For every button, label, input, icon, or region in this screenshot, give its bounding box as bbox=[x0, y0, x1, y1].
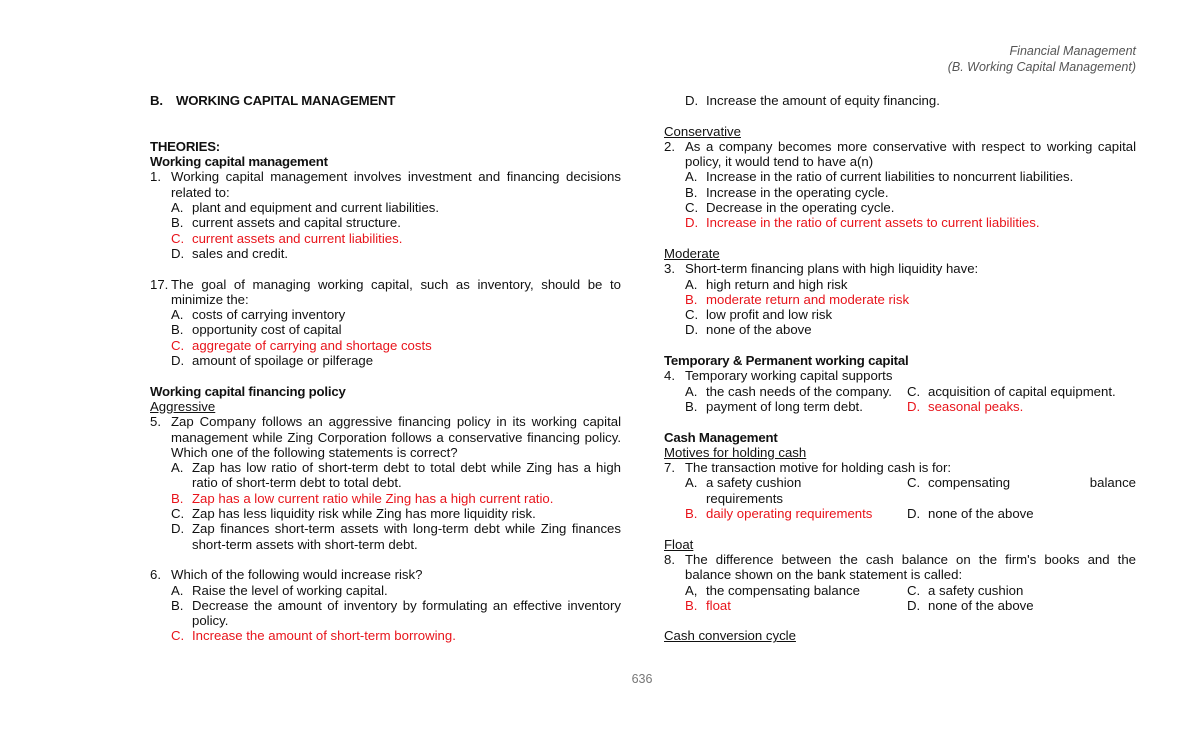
q4-option-c: C. acquisition of capital equipment. bbox=[907, 383, 1116, 399]
q2-option-d-answer: D. Increase in the ratio of current assets to current liabilities. bbox=[685, 215, 1040, 231]
header-subject: Financial Management bbox=[1009, 44, 1136, 58]
q17-option-a: A. costs of carrying inventory bbox=[171, 307, 346, 323]
q6-option-c-answer: C. Increase the amount of short-term borrowing. bbox=[171, 628, 456, 644]
q5-option-d: D. Zap finances short-term assets with long-term debt while Zing finances short-term assets with short-term debt. bbox=[171, 521, 621, 552]
q3-option-d: D. none of the above bbox=[685, 322, 812, 338]
q3-option-c: C. low profit and low risk bbox=[685, 307, 833, 323]
header-chapter: (B. Working Capital Management) bbox=[947, 60, 1136, 74]
q8-option-b-answer: B. float bbox=[685, 597, 731, 613]
q7-options-row-1b bbox=[664, 491, 1136, 506]
q8-option-a: A, the compensating balance bbox=[685, 582, 860, 598]
q7-option-a: A. a safety cushion bbox=[685, 475, 802, 491]
theories-heading: THEORIES: bbox=[150, 138, 221, 154]
page-number: 636 bbox=[631, 672, 653, 686]
q17-option-c-answer: C. aggregate of carrying and shortage costs bbox=[171, 337, 432, 353]
wc-financing-policy-heading: Working capital financing policy bbox=[150, 383, 346, 399]
q8-option-d: D. none of the above bbox=[907, 597, 1034, 613]
question-2: 2. As a company becomes more conservative with respect to working capital policy, it would tend to have a(n) bbox=[664, 138, 1136, 170]
q6-option-d: D. Increase the amount of equity financing. bbox=[685, 93, 940, 108]
aggressive-subheading: Aggressive bbox=[150, 398, 216, 414]
q1-option-d: D. sales and credit. bbox=[171, 245, 289, 261]
wc-management-heading: Working capital management bbox=[150, 154, 328, 170]
q1-option-c-answer: C. current assets and current liabilities. bbox=[171, 230, 403, 246]
q7-option-d: D. none of the above bbox=[907, 506, 1034, 522]
q8-options-row-1 bbox=[664, 583, 1136, 598]
q7-option-b-answer: B. daily operating requirements bbox=[685, 506, 873, 522]
q4-option-a: A. the cash needs of the company. bbox=[685, 383, 892, 399]
q8-option-c: C. a safety cushion bbox=[907, 582, 1024, 598]
question-4: 4. Temporary working capital supports bbox=[664, 368, 893, 384]
q5-option-c: C. Zap has less liquidity risk while Zing has more liquidity risk. bbox=[171, 506, 536, 522]
conservative-subheading: Conservative bbox=[664, 123, 741, 139]
ccc-subheading: Cash conversion cycle bbox=[664, 628, 796, 644]
question-8: 8. The difference between the cash balance on the firm's books and the balance shown on the bank statement is called: bbox=[664, 551, 1136, 583]
question-3: 3. Short-term financing plans with high liquidity have: bbox=[664, 261, 979, 277]
question-17: 17. The goal of managing working capital, such as inventory, should be to minimize the: bbox=[150, 276, 621, 307]
temp-perm-heading: Temporary & Permanent working capital bbox=[664, 353, 909, 369]
q2-option-a: A. Increase in the ratio of current liabilities to noncurrent liabilities. bbox=[685, 169, 1074, 185]
question-7: 7. The transaction motive for holding cash is for: bbox=[664, 460, 952, 476]
left-column bbox=[150, 93, 621, 644]
q2-option-c: C. Decrease in the operating cycle. bbox=[685, 200, 895, 216]
right-column bbox=[664, 93, 1136, 644]
question-1: 1. Working capital management involves investment and financing decisions related to: bbox=[150, 169, 621, 200]
q3-option-a: A. high return and high risk bbox=[685, 276, 848, 292]
q4-option-b: B. payment of long term debt. bbox=[685, 398, 863, 414]
float-subheading: Float bbox=[664, 536, 694, 552]
q2-option-b: B. Increase in the operating cycle. bbox=[685, 184, 889, 200]
q7-options-row-1 bbox=[664, 475, 1136, 490]
q7-options-row-2 bbox=[664, 506, 1136, 521]
motives-subheading: Motives for holding cash bbox=[664, 444, 807, 460]
q17-option-d: D. amount of spoilage or pilferage bbox=[171, 353, 374, 369]
q4-options-row-2 bbox=[664, 399, 1136, 414]
question-6: 6. Which of the following would increase risk? bbox=[150, 567, 423, 583]
question-5: 5. Zap Company follows an aggressive financing policy in its working capital management while Zing Corporation follows a conservative financing policy. Which one of the following statements is correct? bbox=[150, 414, 621, 460]
q1-option-b: B. current assets and capital structure. bbox=[171, 215, 401, 231]
q5-option-b-answer: B. Zap has a low current ratio while Zing has a high current ratio. bbox=[171, 490, 554, 506]
q4-options-row-1 bbox=[664, 384, 1136, 399]
q4-option-d-answer: D. seasonal peaks. bbox=[907, 398, 1024, 414]
q8-options-row-2 bbox=[664, 598, 1136, 613]
page-header bbox=[948, 43, 1136, 75]
q7-option-c-continuation: requirements bbox=[706, 490, 783, 506]
q5-option-a: A. Zap has low ratio of short-term debt to total debt while Zing has a high ratio of short-term debt to total debt. bbox=[171, 460, 621, 491]
q6-option-a: A. Raise the level of working capital. bbox=[171, 582, 388, 598]
q17-option-b: B. opportunity cost of capital bbox=[171, 322, 342, 338]
section-title: B. WORKING CAPITAL MANAGEMENT bbox=[150, 93, 396, 108]
q6-option-b: B. Decrease the amount of inventory by formulating an effective inventory policy. bbox=[171, 597, 621, 629]
cash-management-heading: Cash Management bbox=[664, 429, 778, 445]
q3-option-b-answer: B. moderate return and moderate risk bbox=[685, 291, 910, 307]
q7-option-c: C. compensating balance bbox=[907, 475, 1136, 491]
q1-option-a: A. plant and equipment and current liabilities. bbox=[171, 200, 440, 216]
moderate-subheading: Moderate bbox=[664, 245, 720, 261]
